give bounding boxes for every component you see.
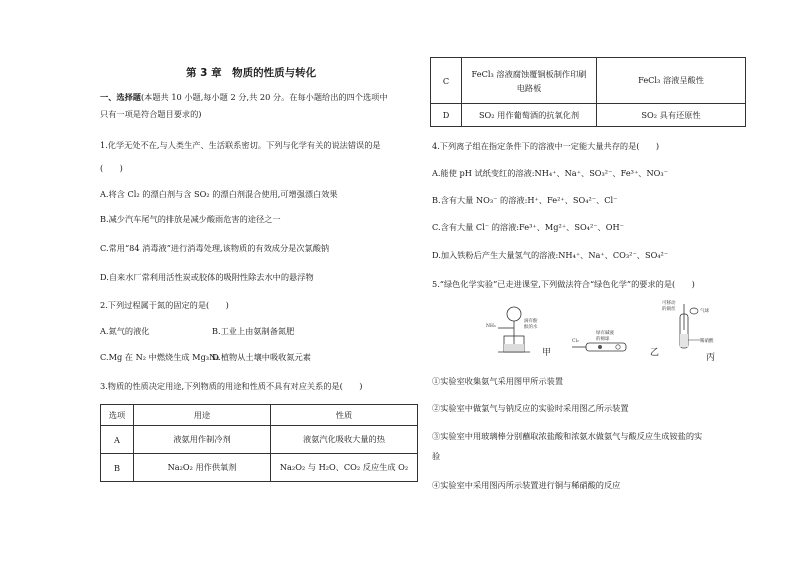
q4-stem: 4.下列离子组在指定条件下的溶液中一定能大量共存的是( ) <box>432 141 660 151</box>
q5-option-4: ④实验室中采用图丙所示装置进行铜与稀硝酸的反应 <box>432 480 621 490</box>
fig-label-acid: 稀硝酸 <box>700 339 714 344</box>
q2-option-d: D.植物从土壤中吸收氮元素 <box>212 352 311 362</box>
fig-label-phenol-2: 酞的水 <box>524 325 538 330</box>
q4-option-c: C.含有大量 Cl⁻ 的溶液:Fe³⁺、Mg²⁺、SO₄²⁻、OH⁻ <box>432 222 624 232</box>
table-cell: Na₂O₂ 用作供氧剂 <box>134 454 271 482</box>
q1-option-a: A.将含 Cl₂ 的漂白剂与含 SO₂ 的漂白剂混合使用,可增强漂白效果 <box>100 189 338 199</box>
table-cell: 液氨用作制冷剂 <box>134 426 271 454</box>
table-header: 选项 <box>101 405 134 426</box>
q5-option-2: ②实验室中做氯气与钠反应的实验时采用图乙所示装置 <box>432 403 629 413</box>
table-header-row <box>101 405 418 426</box>
q1-option-b: B.减少汽车尾气的排放是减少酸雨危害的途径之一 <box>100 214 281 224</box>
section-intro-2: 只有一项是符合题目要求的) <box>100 109 202 119</box>
q5-stem: 5.“绿色化学实验”已走进课堂,下列做法符合“绿色化学”的要求的是( ) <box>432 279 695 289</box>
table-cell: Na₂O₂ 与 H₂O、CO₂ 反应生成 O₂ <box>271 454 418 482</box>
fig-label-cu-2: 的铜丝 <box>662 307 676 312</box>
fig-label-cl2: Cl₂ <box>572 339 579 344</box>
table-cell: B <box>101 454 134 482</box>
q3-table-continued <box>430 57 746 127</box>
q4-option-a: A.能使 pH 试纸变红的溶液:NH₄⁺、Na⁺、SO₃²⁻、Fe³⁺、NO₃⁻ <box>432 168 668 178</box>
table-cell: SO₂ 具有还原性 <box>597 104 746 127</box>
q4-option-d: D.加入铁粉后产生大量氢气的溶液:NH₄⁺、Na⁺、CO₃²⁻、SO₄²⁻ <box>432 250 669 260</box>
section-intro-line-1 <box>100 92 388 103</box>
table-row <box>431 58 746 104</box>
table-cell: D <box>431 104 462 127</box>
fig-label-jia: 甲 <box>542 348 552 358</box>
q3-table <box>100 404 418 482</box>
q1-option-d: D.自来水厂常利用活性炭或胶体的吸附性除去水中的悬浮物 <box>100 272 314 282</box>
table-cell <box>462 58 597 104</box>
table-header: 用途 <box>134 405 271 426</box>
table-cell: C <box>431 58 462 104</box>
q3-stem: 3.物质的性质决定用途,下列物质的用途和性质不具有对应关系的是( ) <box>100 381 363 391</box>
fig-label-na-1: 绿有碱液 <box>596 331 614 336</box>
table-cell-line: FeCl₃ 溶液腐蚀覆铜板制作印刷 <box>471 68 587 79</box>
q4-option-b: B.含有大量 NO₃⁻ 的溶液:H⁺、Fe²⁺、SO₄²⁻、Cl⁻ <box>432 195 618 205</box>
q2-option-c: C.Mg 在 N₂ 中燃烧生成 Mg₃N₂ <box>100 352 220 362</box>
table-row <box>101 454 418 482</box>
table-cell: SO₂ 用作葡萄酒的抗氧化剂 <box>462 104 597 127</box>
q1-stem-1: 1.化学无处不在,与人类生产、生活联系密切。下列与化学有关的说法错误的是 <box>100 140 381 150</box>
fig-label-cu-1: 可移动 <box>662 301 676 306</box>
table-cell: A <box>101 426 134 454</box>
q2-option-b: B.工业上由氨制备氮肥 <box>212 326 295 336</box>
q1-option-c: C.常用“84 消毒液”进行消毒处理,该物质的有效成分是次氯酸钠 <box>100 243 330 253</box>
page-title: 第 3 章 物质的性质与转化 <box>186 67 317 79</box>
fig-label-gas: 气球 <box>700 309 709 314</box>
q5-option-1: ①实验室收集氨气采用图甲所示装置 <box>432 376 564 386</box>
q5-option-3-line-1: ③实验室中用玻璃棒分别蘸取浓盐酸和浓氨水做氨气与酸反应生成铵盐的实 <box>432 431 703 441</box>
section-heading: 一、选择题 <box>100 92 141 102</box>
fig-label-phenol-1: 滴有酚 <box>524 319 538 324</box>
fig-label-nh3: NH₃ <box>486 324 496 329</box>
q2-option-a: A.氮气的液化 <box>100 326 150 336</box>
fig-label-yi: 乙 <box>650 348 660 358</box>
q5-option-3-line-2: 验 <box>432 451 441 461</box>
table-row <box>101 426 418 454</box>
table-cell: FeCl₃ 溶液呈酸性 <box>597 58 746 104</box>
fig-label-na-2: 的棉球 <box>596 337 610 342</box>
q2-stem: 2.下列过程属于氮的固定的是( ) <box>100 300 229 310</box>
table-header: 性质 <box>271 405 418 426</box>
apparatus-figure <box>484 300 720 365</box>
fig-label-bing: 丙 <box>706 353 716 363</box>
table-cell: 液氨汽化吸收大量的热 <box>271 426 418 454</box>
table-row <box>431 104 746 127</box>
section-intro-1: (本题共 10 小题,每小题 2 分,共 20 分。在每小题给出的四个选项中 <box>140 92 388 102</box>
table-cell-line: 电路板 <box>516 82 542 93</box>
q1-stem-2: ( ) <box>100 163 123 173</box>
